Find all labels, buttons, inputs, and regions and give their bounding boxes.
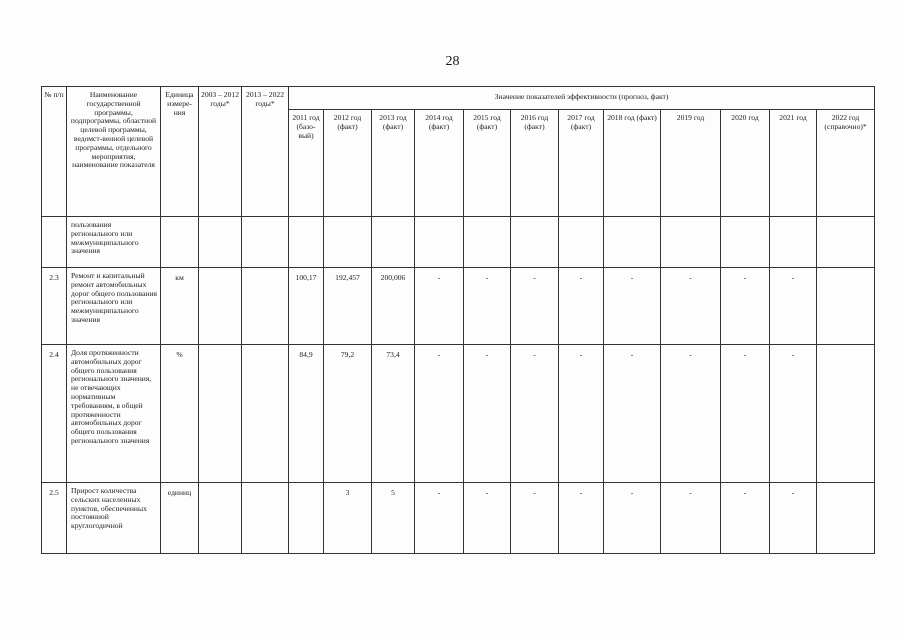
row-value — [289, 483, 324, 554]
table-row — [42, 345, 875, 483]
row-period-2 — [242, 217, 289, 268]
row-value: - — [604, 268, 661, 345]
row-value — [372, 217, 415, 268]
row-period-1 — [199, 483, 242, 554]
row-value: - — [721, 483, 770, 554]
row-name: Прирост количества сельских населенных пунктов, обеспеченных постоянной круглогодичной — [67, 483, 161, 554]
header-num: № п/п — [42, 87, 67, 217]
header-year: 2018 год (факт) — [604, 110, 661, 217]
row-value: - — [661, 483, 721, 554]
row-value: - — [770, 268, 817, 345]
row-value: 84,9 — [289, 345, 324, 483]
header-indicators: Значение показателей эффективности (прогноз, факт) — [289, 87, 875, 110]
row-value: - — [511, 483, 559, 554]
row-value — [415, 217, 464, 268]
row-value: - — [464, 345, 511, 483]
row-value — [661, 217, 721, 268]
row-unit — [161, 217, 199, 268]
row-period-1 — [199, 345, 242, 483]
header-period-2013-2022: 2013 – 2022 годы* — [242, 87, 289, 217]
row-value — [511, 217, 559, 268]
header-year: 2012 год (факт) — [324, 110, 372, 217]
header-unit: Единица измере-ния — [161, 87, 199, 217]
table-row — [42, 483, 875, 554]
header-row-1 — [42, 87, 875, 110]
row-value: 3 — [324, 483, 372, 554]
row-num — [42, 217, 67, 268]
header-year: 2022 год (справочно)* — [817, 110, 875, 217]
row-unit: км — [161, 268, 199, 345]
header-year: 2014 год (факт) — [415, 110, 464, 217]
row-value: 192,457 — [324, 268, 372, 345]
row-value: 79,2 — [324, 345, 372, 483]
row-unit: единиц — [161, 483, 199, 554]
row-value: - — [559, 483, 604, 554]
header-year: 2016 год (факт) — [511, 110, 559, 217]
header-year: 2020 год — [721, 110, 770, 217]
row-value: - — [604, 483, 661, 554]
row-value — [289, 217, 324, 268]
row-value: - — [604, 345, 661, 483]
header-year: 2015 год (факт) — [464, 110, 511, 217]
header-period-2003-2012: 2003 – 2012 годы* — [199, 87, 242, 217]
row-value — [721, 217, 770, 268]
row-period-2 — [242, 345, 289, 483]
row-name: Доля протяженности автомобильных дорог общего пользования регионального значения, не отвечающих нормативным требованиям, в общей протяженности автомобильных дорог общего пользования регионального значения — [67, 345, 161, 483]
row-name: пользования регионального или межмуниципального значения — [67, 217, 161, 268]
header-year: 2017 год (факт) — [559, 110, 604, 217]
row-value: 5 — [372, 483, 415, 554]
row-value: - — [415, 483, 464, 554]
row-value — [770, 217, 817, 268]
table-row — [42, 268, 875, 345]
row-value — [464, 217, 511, 268]
row-value: - — [464, 483, 511, 554]
row-value: - — [721, 345, 770, 483]
row-value — [817, 268, 875, 345]
row-value: 73,4 — [372, 345, 415, 483]
row-value: - — [770, 345, 817, 483]
row-value: - — [559, 268, 604, 345]
row-value: - — [770, 483, 817, 554]
header-year: 2021 год — [770, 110, 817, 217]
row-name: Ремонт и капитальный ремонт автомобильных дорог общего пользования регионального или межмуниципального значения — [67, 268, 161, 345]
header-year: 2011 год (базо-вый) — [289, 110, 324, 217]
row-value: - — [721, 268, 770, 345]
row-value: 100,17 — [289, 268, 324, 345]
header-name: Наименование государственной программы, подпрограммы, областной целевой программы, ведомст-венной целевой программы, отдельного мероприятия, наименование показателя — [67, 87, 161, 217]
row-value — [817, 217, 875, 268]
indicators-table — [41, 86, 875, 554]
row-value — [817, 345, 875, 483]
row-value — [324, 217, 372, 268]
row-value — [604, 217, 661, 268]
row-value: - — [464, 268, 511, 345]
row-value: - — [661, 268, 721, 345]
row-value: - — [511, 345, 559, 483]
row-unit: % — [161, 345, 199, 483]
row-value — [817, 483, 875, 554]
row-value: - — [559, 345, 604, 483]
row-num: 2.5 — [42, 483, 67, 554]
row-value — [559, 217, 604, 268]
row-value: - — [415, 345, 464, 483]
row-value: - — [415, 268, 464, 345]
row-value: 200,006 — [372, 268, 415, 345]
header-year: 2019 год — [661, 110, 721, 217]
row-value: - — [661, 345, 721, 483]
table-row — [42, 217, 875, 268]
page-number: 28 — [445, 54, 460, 69]
row-period-2 — [242, 268, 289, 345]
header-year: 2013 год (факт) — [372, 110, 415, 217]
row-value: - — [511, 268, 559, 345]
row-num: 2.3 — [42, 268, 67, 345]
row-period-1 — [199, 217, 242, 268]
row-num: 2.4 — [42, 345, 67, 483]
row-period-2 — [242, 483, 289, 554]
row-period-1 — [199, 268, 242, 345]
